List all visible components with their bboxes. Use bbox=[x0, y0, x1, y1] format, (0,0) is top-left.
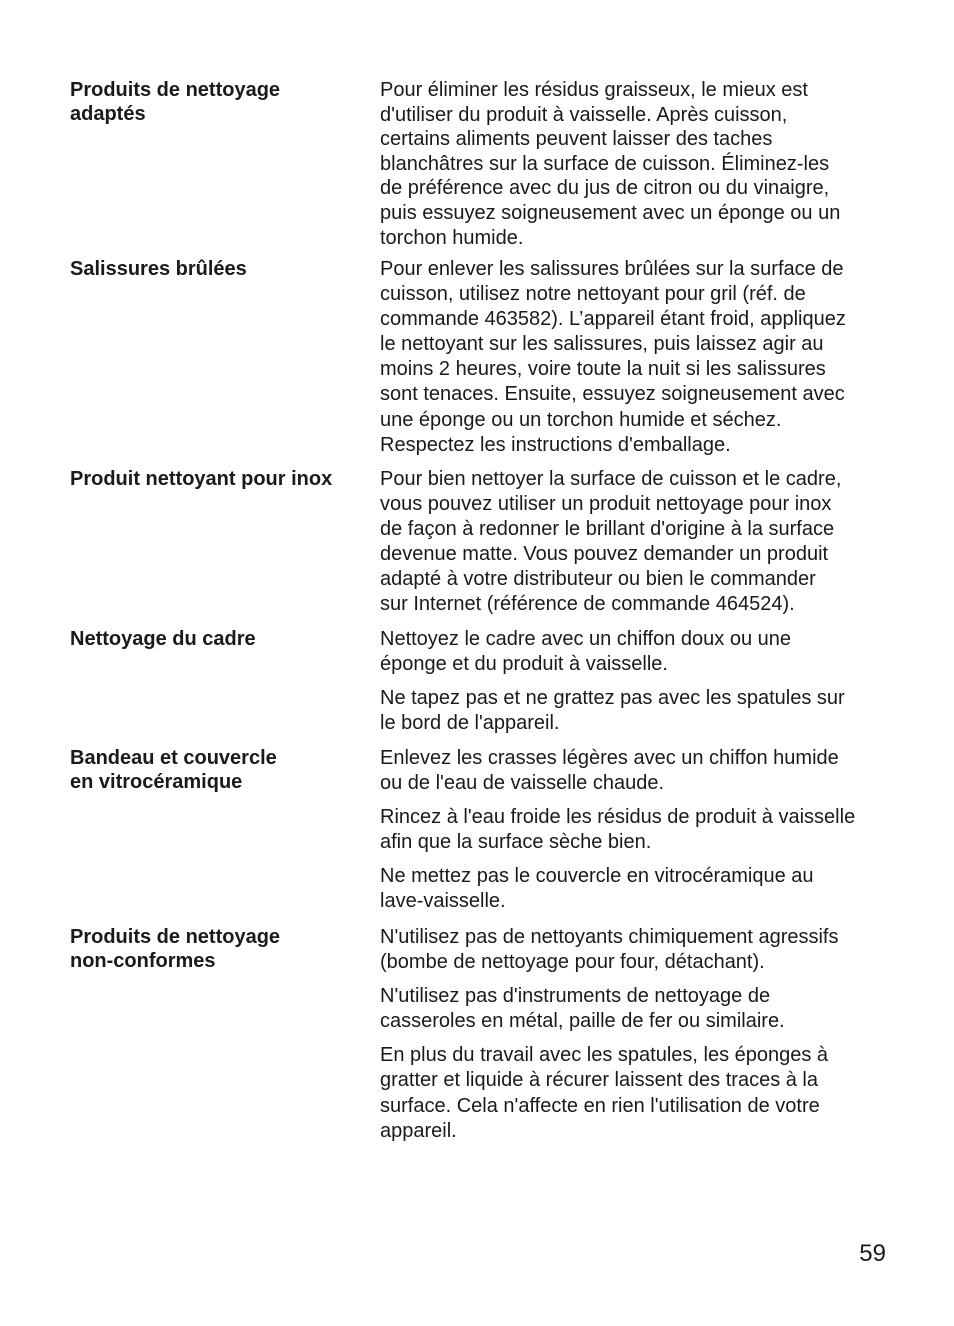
section-term: Bandeau et couvercle en vitrocéramique bbox=[70, 747, 277, 794]
section-description bbox=[380, 78, 890, 250]
description-paragraph: Enlevez les crasses légères avec un chiffon humide ou de l'eau de vaisselle chaude. bbox=[380, 747, 839, 794]
description-paragraph: Pour éliminer les résidus graisseux, le mieux est d'utiliser du produit à vaisselle. Après cuisson, certains aliments peuvent laisser des taches blanchâtres sur la surface de cuisson. Éliminez-les de préférence avec du jus de citron ou du vinaigre, puis essuyez soigneusement avec un éponge ou un torchon humide. bbox=[380, 79, 841, 249]
section-term: Salissures brûlées bbox=[70, 258, 247, 280]
description-paragraph: N'utilisez pas de nettoyants chimiquement agressifs (bombe de nettoyage pour four, détachant). bbox=[380, 926, 839, 973]
section-description bbox=[380, 467, 890, 618]
description-paragraph: Pour bien nettoyer la surface de cuisson et le cadre, vous pouvez utiliser un produit nettoyage pour inox de façon à redonner le brillant d'origine à la surface devenue matte. Vous pouvez demander un produit adapté à votre distributeur ou bien le commander sur Internet (référence de commande 464524). bbox=[380, 468, 842, 616]
section-description bbox=[380, 627, 890, 735]
section-term: Produits de nettoyage adaptés bbox=[70, 79, 281, 126]
description-paragraph: Ne tapez pas et ne grattez pas avec les spatules sur le bord de l'appareil. bbox=[380, 687, 845, 734]
description-paragraph: Nettoyez le cadre avec un chiffon doux ou une éponge et du produit à vaisselle. bbox=[380, 628, 792, 675]
section-term: Produits de nettoyage non-conformes bbox=[70, 926, 281, 973]
description-paragraph: Ne mettez pas le couvercle en vitrocéramique au lave-vaisselle. bbox=[380, 865, 814, 912]
description-paragraph: Pour enlever les salissures brûlées sur la surface de cuisson, utilisez notre nettoyant pour gril (réf. de commande 463582). L’appareil étant froid, appliquez le nettoyant sur les salissures, puis laissez agir au moins 2 heures, voire toute la nuit si les salissures sont tenaces. Ensuite, essuyez soigneusement avec une éponge ou un torchon humide et séchez. Respectez les instructions d'emballage. bbox=[380, 258, 846, 456]
section-term: Nettoyage du cadre bbox=[70, 628, 256, 650]
section-description bbox=[380, 925, 890, 1144]
page-number: 59 bbox=[859, 1240, 886, 1267]
description-paragraph: N'utilisez pas d'instruments de nettoyage de casseroles en métal, paille de fer ou similaire. bbox=[380, 985, 785, 1032]
description-paragraph: Rincez à l'eau froide les résidus de produit à vaisselle afin que la surface sèche bien. bbox=[380, 806, 856, 853]
description-paragraph: En plus du travail avec les spatules, les éponges à gratter et liquide à récurer laissent des traces à la surface. Cela n'affecte en rien l'utilisation de votre appareil. bbox=[380, 1044, 829, 1142]
section-description bbox=[380, 746, 890, 914]
section-description bbox=[380, 257, 890, 458]
section-term: Produit nettoyant pour inox bbox=[70, 468, 333, 490]
